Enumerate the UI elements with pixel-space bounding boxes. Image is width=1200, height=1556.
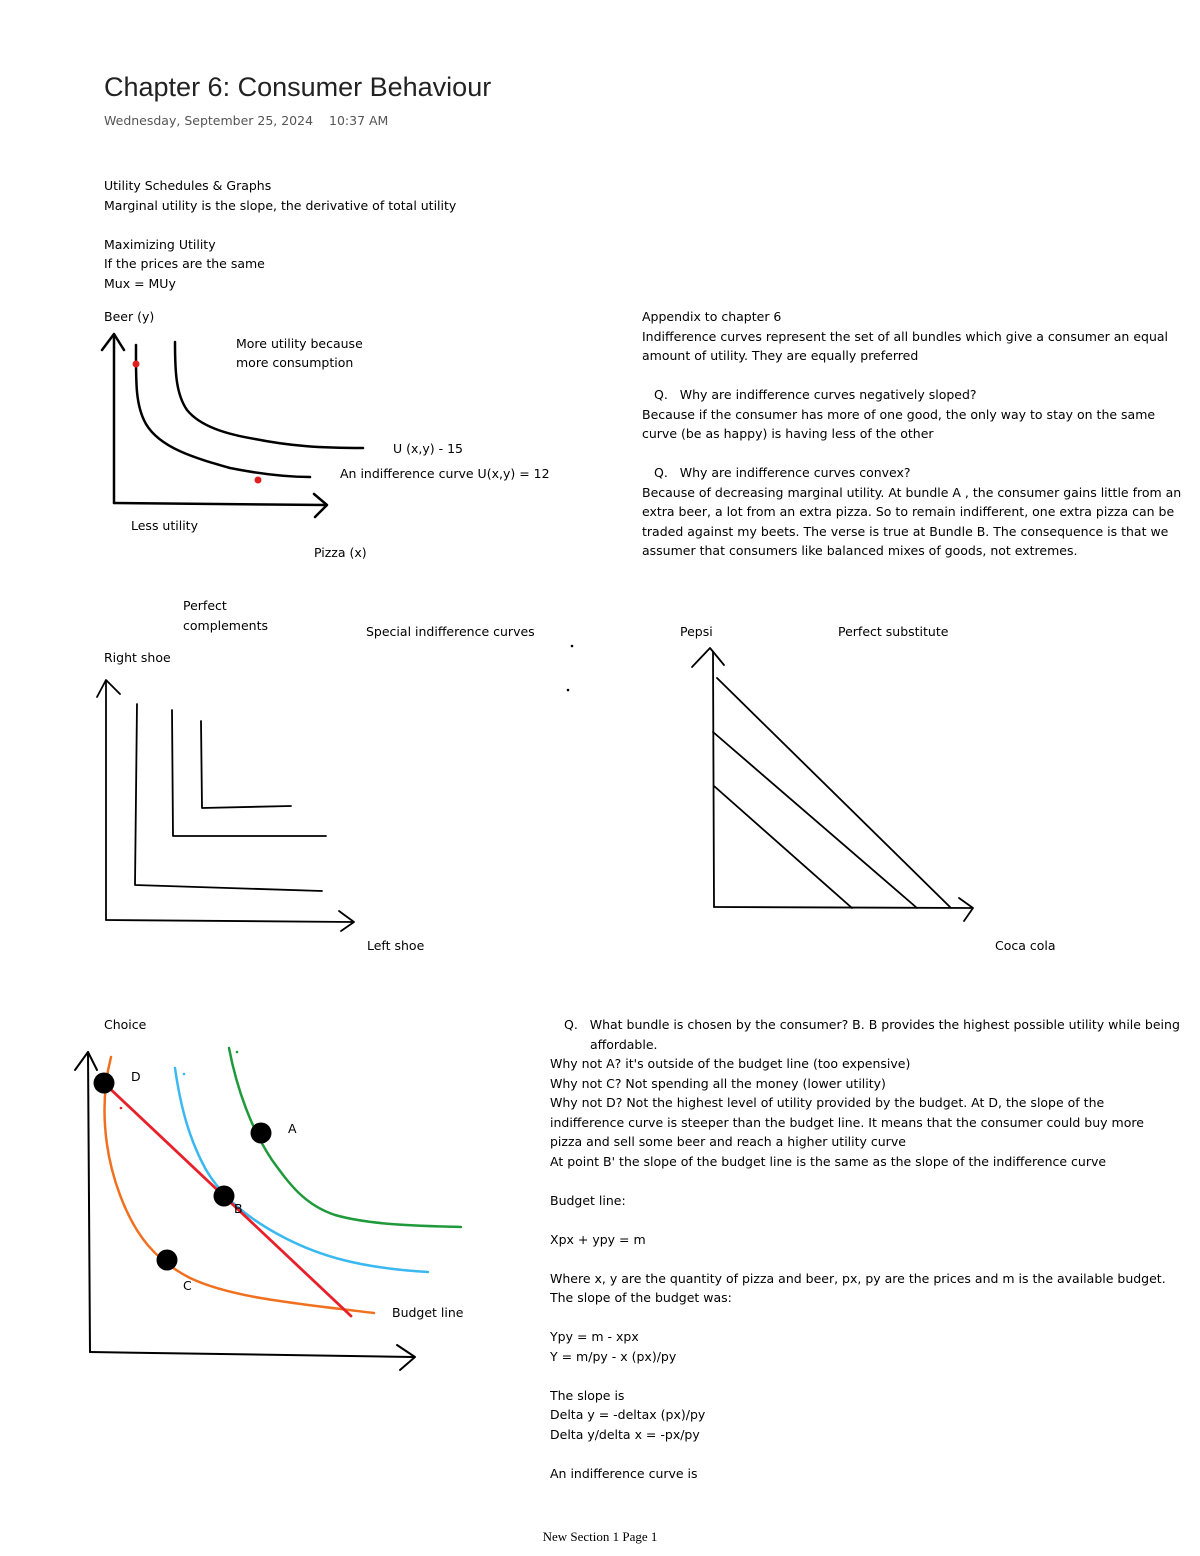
left-shoe-label: Left shoe bbox=[367, 938, 425, 953]
appendix-intro: Indifference curves represent the set of all bundles which give a consumer an equal amount of utility. They are equally preferred bbox=[642, 328, 1168, 363]
graph1-x-label: Pizza (x) bbox=[314, 545, 367, 560]
choice-line: pizza and sell some beer and reach a higher utility curve bbox=[550, 1134, 906, 1149]
choice-line bbox=[550, 1366, 1190, 1386]
answer-1: Because if the consumer has more of one good, the only way to stay on the same curve (be as happy) is having less of the other bbox=[642, 406, 1156, 441]
choice-line bbox=[550, 1249, 1190, 1269]
choice-y-arrow bbox=[75, 1052, 97, 1070]
choice-line: Y = m/py - x (px)/py bbox=[550, 1348, 677, 1364]
indifference-curve-orange bbox=[105, 1057, 374, 1313]
choice-heading: Choice bbox=[104, 1017, 147, 1032]
choice-line: Why not A? it's outside of the budget line (too expensive) bbox=[550, 1056, 911, 1071]
question-2: Q. Why are indifference curves convex? bbox=[654, 465, 911, 480]
choice-line: Xpx + ypy = m bbox=[550, 1231, 646, 1247]
bundle-b-label: B bbox=[234, 1201, 243, 1216]
choice-y-axis bbox=[88, 1052, 90, 1352]
choice-question: Q. What bundle is chosen by the consumer? B. B provides the highest possible utility while being affordable. bbox=[564, 1017, 1180, 1052]
perfect-substitute-label: Perfect substitute bbox=[838, 624, 949, 639]
choice-line: The slope of the budget was: bbox=[550, 1290, 732, 1305]
choice-line: Budget line: bbox=[550, 1192, 626, 1208]
choice-line: The slope is bbox=[550, 1387, 625, 1403]
bundle-a-marker bbox=[251, 1123, 272, 1144]
question-1: Q. Why are indifference curves negatively sloped? bbox=[654, 387, 977, 402]
choice-line bbox=[550, 1444, 1190, 1464]
bundle-a-label: A bbox=[288, 1121, 297, 1136]
special-heading: Special indifference curves bbox=[366, 624, 535, 639]
bundle-c-marker bbox=[157, 1250, 178, 1271]
less-utility-label: Less utility bbox=[131, 518, 198, 533]
bundle-d-marker bbox=[94, 1073, 115, 1094]
budget-line-label: Budget line bbox=[392, 1305, 464, 1320]
answer-2: Because of decreasing marginal utility. At bundle A , the consumer gains little from an extra beer, a lot from an extra pizza. So to remain indifferent, one extra pizza can be traded against my beets. The verse is true at Bundle B. The consequence is that we assumer that consumers like balanced mixes of goods, not extremes. bbox=[642, 484, 1182, 558]
curve-high-label: U (x,y) - 15 bbox=[393, 441, 464, 456]
stray-dot bbox=[120, 1107, 123, 1110]
choice-explanation bbox=[550, 1015, 1190, 1483]
perfect-complements-label-2: complements bbox=[183, 618, 268, 633]
choice-line: Where x, y are the quantity of pizza and beer, px, py are the prices and m is the available budget. bbox=[550, 1270, 1166, 1286]
bundle-c-label: C bbox=[183, 1278, 192, 1293]
utility-line: If the prices are the same bbox=[104, 256, 265, 271]
pepsi-label: Pepsi bbox=[680, 624, 713, 639]
utility-line: Marginal utility is the slope, the derivative of total utility bbox=[104, 197, 457, 213]
bundle-b-marker bbox=[214, 1186, 235, 1207]
choice-line: Delta y = -deltax (px)/py bbox=[550, 1407, 706, 1422]
page-footer: New Section 1 Page 1 bbox=[542, 1529, 658, 1544]
coca-cola-label: Coca cola bbox=[995, 938, 1056, 953]
choice-line bbox=[550, 1171, 1190, 1191]
choice-line: indifference curve is steeper than the budget line. It means that the consumer could buy more bbox=[550, 1114, 1144, 1130]
choice-line bbox=[550, 1308, 1190, 1328]
stray-dot bbox=[236, 1051, 239, 1054]
utility-line: Utility Schedules & Graphs bbox=[104, 178, 272, 193]
choice-x-axis bbox=[90, 1352, 413, 1357]
utility-line: Mux = MUy bbox=[104, 275, 176, 291]
perfect-complements-label-1: Perfect bbox=[183, 598, 227, 613]
page-time: 10:37 AM bbox=[329, 113, 389, 128]
right-shoe-label: Right shoe bbox=[104, 650, 171, 665]
choice-line bbox=[550, 1210, 1190, 1230]
stray-dot bbox=[183, 1073, 186, 1076]
more-utility-label-2: more consumption bbox=[236, 355, 354, 370]
utility-line: Maximizing Utility bbox=[104, 236, 216, 252]
page-title: Chapter 6: Consumer Behaviour bbox=[104, 72, 492, 102]
bundle-d-label: D bbox=[131, 1069, 141, 1084]
choice-line: At point B' the slope of the budget line is the same as the slope of the indifference curve bbox=[550, 1153, 1107, 1169]
choice-line: Delta y/delta x = -px/py bbox=[550, 1426, 700, 1442]
indifference-curve-blue bbox=[175, 1068, 428, 1272]
choice-line: An indifference curve is bbox=[550, 1465, 698, 1481]
choice-line: Ypy = m - xpx bbox=[550, 1329, 639, 1344]
choice-line: Why not D? Not the highest level of utility provided by the budget. At D, the slope of the bbox=[550, 1095, 1105, 1110]
page-date: Wednesday, September 25, 2024 bbox=[104, 113, 314, 128]
graph1-y-label: Beer (y) bbox=[104, 309, 155, 324]
curve-low-label: An indifference curve U(x,y) = 12 bbox=[340, 466, 550, 481]
more-utility-label-1: More utility because bbox=[236, 336, 363, 351]
choice-line: Why not C? Not spending all the money (lower utility) bbox=[550, 1075, 886, 1091]
appendix-heading: Appendix to chapter 6 bbox=[642, 309, 782, 324]
